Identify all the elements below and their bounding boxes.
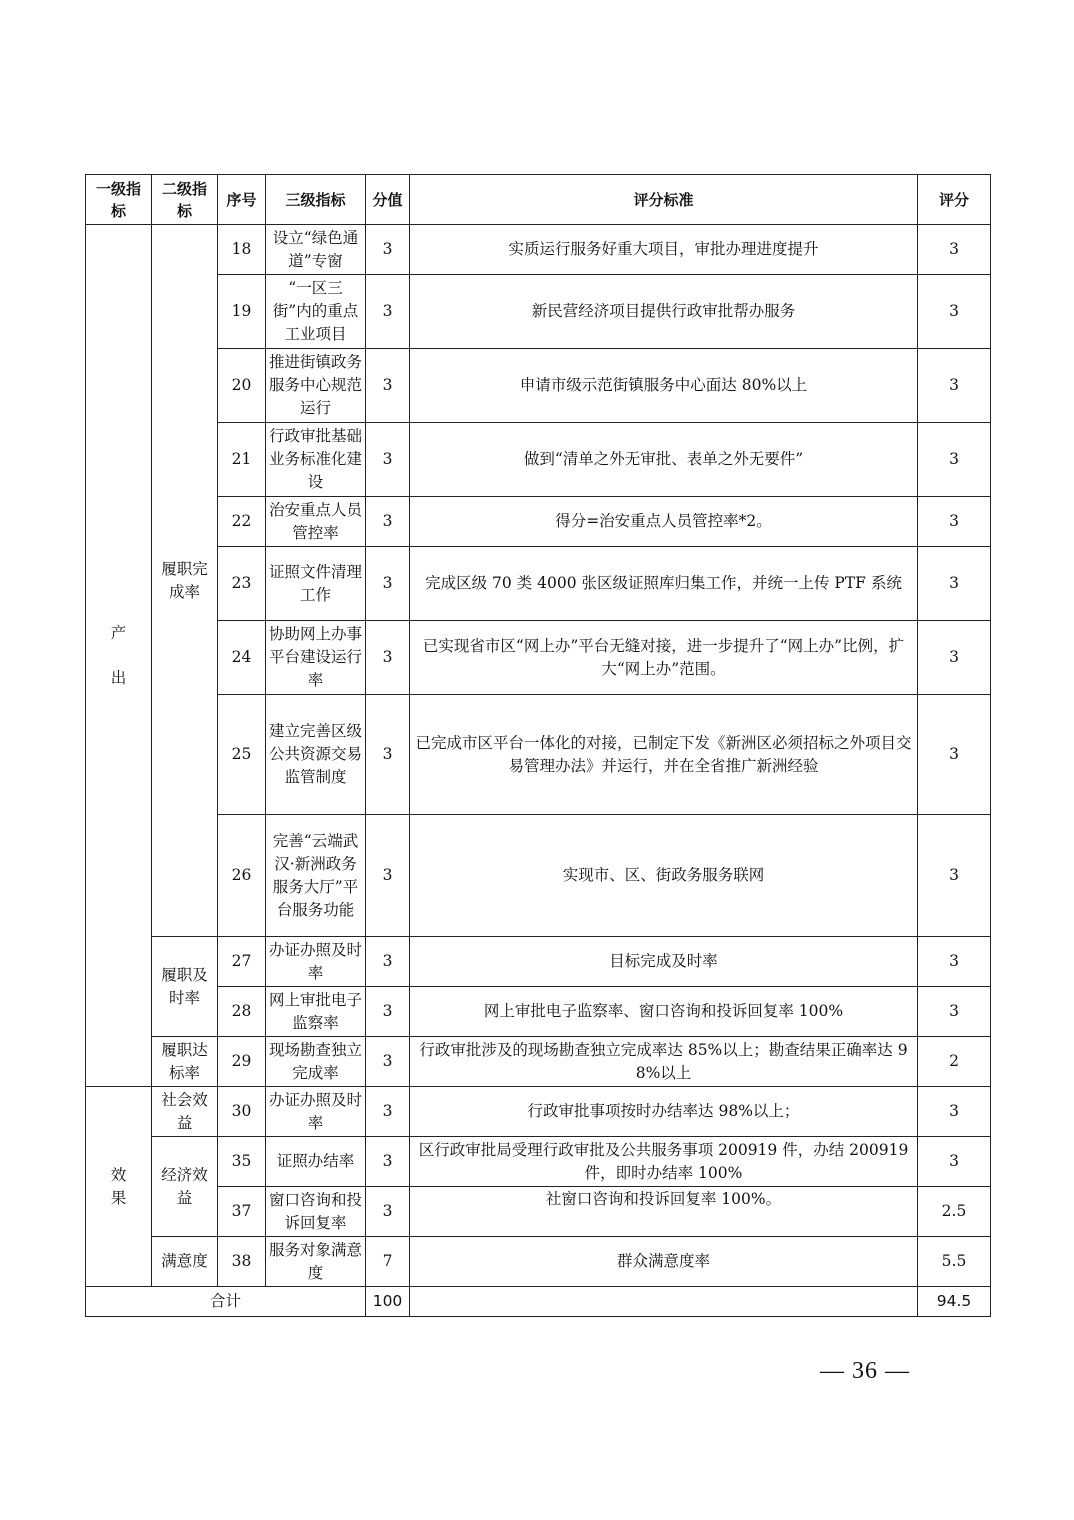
table-row <box>86 937 991 987</box>
row-indicator: 现场勘查独立完成率 <box>266 1037 366 1087</box>
row-score: 3 <box>918 695 991 815</box>
row-no: 19 <box>218 275 266 349</box>
level2-economic: 经济效益 <box>152 1137 218 1237</box>
row-score: 3 <box>918 547 991 621</box>
row-score: 2.5 <box>918 1187 991 1237</box>
table-row <box>86 275 991 349</box>
row-value: 3 <box>366 987 410 1037</box>
total-criteria <box>410 1287 918 1317</box>
row-indicator: 行政审批基础业务标准化建设 <box>266 423 366 497</box>
table-row <box>86 987 991 1037</box>
row-no: 22 <box>218 497 266 547</box>
table-row <box>86 1137 991 1187</box>
row-value: 3 <box>366 497 410 547</box>
row-indicator: 办证办照及时率 <box>266 1087 366 1137</box>
row-no: 27 <box>218 937 266 987</box>
row-criteria: 申请市级示范街镇服务中心面达 80%以上 <box>410 349 918 423</box>
total-row <box>86 1287 991 1317</box>
table-row <box>86 1087 991 1137</box>
row-score: 3 <box>918 621 991 695</box>
total-label: 合计 <box>86 1287 366 1317</box>
row-score: 3 <box>918 275 991 349</box>
row-indicator: 服务对象满意度 <box>266 1237 366 1287</box>
row-no: 18 <box>218 225 266 275</box>
row-no: 20 <box>218 349 266 423</box>
row-value: 3 <box>366 1087 410 1137</box>
row-indicator: 协助网上办事平台建设运行率 <box>266 621 366 695</box>
table-row <box>86 1037 991 1087</box>
row-indicator: 建立完善区级公共资源交易监管制度 <box>266 695 366 815</box>
row-indicator: 窗口咨询和投诉回复率 <box>266 1187 366 1237</box>
header-score: 评分 <box>918 175 991 225</box>
performance-score-table <box>85 174 991 1317</box>
table-row <box>86 225 991 275</box>
row-score: 5.5 <box>918 1237 991 1287</box>
row-score: 3 <box>918 937 991 987</box>
row-score: 3 <box>918 497 991 547</box>
row-score: 3 <box>918 423 991 497</box>
header-level1: 一级指标 <box>86 175 152 225</box>
header-row <box>86 175 991 225</box>
row-value: 3 <box>366 1037 410 1087</box>
row-score: 3 <box>918 1087 991 1137</box>
row-no: 23 <box>218 547 266 621</box>
row-score: 3 <box>918 987 991 1037</box>
table-row <box>86 423 991 497</box>
total-score: 94.5 <box>918 1287 991 1317</box>
row-criteria: 行政审批事项按时办结率达 98%以上； <box>410 1087 918 1137</box>
table-row <box>86 621 991 695</box>
row-criteria: 社窗口咨询和投诉回复率 100%。 <box>410 1187 918 1237</box>
row-value: 3 <box>366 225 410 275</box>
header-criteria: 评分标准 <box>410 175 918 225</box>
row-score: 3 <box>918 349 991 423</box>
row-indicator: 证照文件清理工作 <box>266 547 366 621</box>
table-row <box>86 497 991 547</box>
row-no: 21 <box>218 423 266 497</box>
row-criteria: 得分=治安重点人员管控率*2。 <box>410 497 918 547</box>
row-indicator: 治安重点人员管控率 <box>266 497 366 547</box>
score-table-container <box>85 174 991 1317</box>
row-indicator: 网上审批电子监察率 <box>266 987 366 1037</box>
row-criteria: 做到“清单之外无审批、表单之外无要件” <box>410 423 918 497</box>
row-criteria: 完成区级 70 类 4000 张区级证照库归集工作，并统一上传 PTF 系统 <box>410 547 918 621</box>
row-no: 37 <box>218 1187 266 1237</box>
row-criteria: 目标完成及时率 <box>410 937 918 987</box>
row-criteria: 网上审批电子监察率、窗口咨询和投诉回复率 100% <box>410 987 918 1037</box>
row-criteria: 已完成市区平台一体化的对接，已制定下发《新洲区必须招标之外项目交易管理办法》并运行，并在全省推广新洲经验 <box>410 695 918 815</box>
row-value: 3 <box>366 937 410 987</box>
row-no: 24 <box>218 621 266 695</box>
row-value: 3 <box>366 621 410 695</box>
level2-satisfaction: 满意度 <box>152 1237 218 1287</box>
table-row <box>86 1187 991 1237</box>
level1-effect: 效 果 <box>86 1087 152 1287</box>
row-criteria: 区行政审批局受理行政审批及公共服务事项 200919 件，办结 200919 件，即时办结率 100% <box>410 1137 918 1187</box>
table-row <box>86 349 991 423</box>
header-level2: 二级指标 <box>152 175 218 225</box>
row-no: 35 <box>218 1137 266 1187</box>
row-indicator: 推进街镇政务服务中心规范运行 <box>266 349 366 423</box>
page-number: — 36 — <box>820 1358 910 1384</box>
level2-timeliness: 履职及时率 <box>152 937 218 1037</box>
table-row <box>86 695 991 815</box>
table-row <box>86 547 991 621</box>
row-value: 7 <box>366 1237 410 1287</box>
row-value: 3 <box>366 1187 410 1237</box>
row-value: 3 <box>366 547 410 621</box>
row-value: 3 <box>366 1137 410 1187</box>
row-value: 3 <box>366 815 410 937</box>
row-score: 2 <box>918 1037 991 1087</box>
row-value: 3 <box>366 695 410 815</box>
row-score: 3 <box>918 225 991 275</box>
row-indicator: 设立“绿色通道”专窗 <box>266 225 366 275</box>
row-value: 3 <box>366 423 410 497</box>
row-no: 29 <box>218 1037 266 1087</box>
row-criteria: 实质运行服务好重大项目，审批办理进度提升 <box>410 225 918 275</box>
header-level3: 三级指标 <box>266 175 366 225</box>
row-no: 25 <box>218 695 266 815</box>
row-criteria: 已实现省市区“网上办”平台无缝对接，进一步提升了“网上办”比例，扩大“网上办”范围。 <box>410 621 918 695</box>
table-row <box>86 815 991 937</box>
row-no: 26 <box>218 815 266 937</box>
row-indicator: 证照办结率 <box>266 1137 366 1187</box>
row-criteria: 实现市、区、街政务服务联网 <box>410 815 918 937</box>
row-no: 30 <box>218 1087 266 1137</box>
row-criteria: 群众满意度率 <box>410 1237 918 1287</box>
row-indicator: 办证办照及时率 <box>266 937 366 987</box>
row-value: 3 <box>366 349 410 423</box>
row-score: 3 <box>918 1137 991 1187</box>
row-criteria: 新民营经济项目提供行政审批帮办服务 <box>410 275 918 349</box>
header-value: 分值 <box>366 175 410 225</box>
row-no: 28 <box>218 987 266 1037</box>
row-score: 3 <box>918 815 991 937</box>
row-indicator: 完善“云端武汉·新洲政务服务大厅”平台服务功能 <box>266 815 366 937</box>
header-no: 序号 <box>218 175 266 225</box>
row-value: 3 <box>366 275 410 349</box>
row-criteria: 行政审批涉及的现场勘查独立完成率达 85%以上；勘查结果正确率达 98%以上 <box>410 1037 918 1087</box>
level1-output: 产 出 <box>86 225 152 1087</box>
level2-social: 社会效益 <box>152 1087 218 1137</box>
row-no: 38 <box>218 1237 266 1287</box>
row-indicator: “一区三街”内的重点工业项目 <box>266 275 366 349</box>
table-row <box>86 1237 991 1287</box>
level2-completion: 履职完成率 <box>152 225 218 937</box>
total-value: 100 <box>366 1287 410 1317</box>
level2-standard: 履职达标率 <box>152 1037 218 1087</box>
